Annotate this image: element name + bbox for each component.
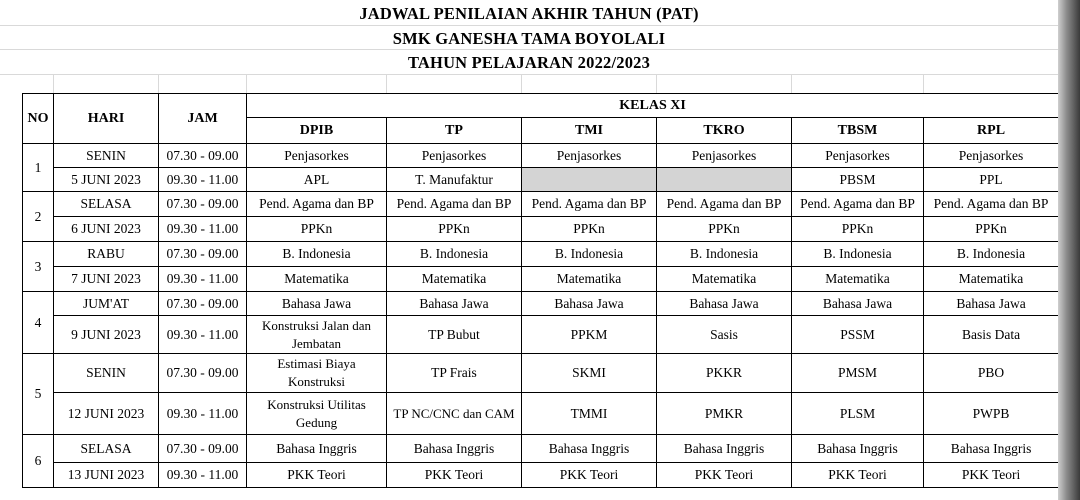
- col-header-no: NO: [23, 94, 54, 144]
- table-row: [23, 354, 1059, 393]
- day-date: 5 JUNI 2023: [54, 168, 159, 192]
- sheet-gridline: [656, 75, 657, 93]
- subject-cell: Bahasa Jawa: [387, 292, 522, 316]
- row-number: 3: [23, 242, 54, 292]
- subject-cell: B. Indonesia: [924, 242, 1059, 267]
- col-header-class: TKRO: [657, 118, 792, 144]
- time-slot: 09.30 - 11.00: [159, 168, 247, 192]
- table-row: [23, 192, 1059, 217]
- subject-cell: Penjasorkes: [387, 144, 522, 168]
- subject-cell: PPKn: [792, 217, 924, 242]
- empty-subject-cell: [522, 168, 657, 192]
- sheet-gridline: [386, 75, 387, 93]
- col-header-class: TBSM: [792, 118, 924, 144]
- subject-cell: Penjasorkes: [522, 144, 657, 168]
- subject-cell: Matematika: [387, 267, 522, 292]
- table-row: [23, 242, 1059, 267]
- subject-cell: Bahasa Jawa: [657, 292, 792, 316]
- subject-cell: PBO: [924, 354, 1059, 393]
- title-line-2: SMK GANESHA TAMA BOYOLALI: [392, 29, 666, 48]
- time-slot: 09.30 - 11.00: [159, 393, 247, 435]
- subject-cell: PKK Teori: [792, 463, 924, 488]
- subject-cell: PBSM: [792, 168, 924, 192]
- sheet-gridline: [246, 75, 247, 93]
- subject-cell: TMMI: [522, 393, 657, 435]
- subject-cell: Sasis: [657, 316, 792, 354]
- day-name: RABU: [54, 242, 159, 267]
- subject-cell: Penjasorkes: [247, 144, 387, 168]
- subject-cell: PMKR: [657, 393, 792, 435]
- subject-cell: PPL: [924, 168, 1059, 192]
- time-slot: 07.30 - 09.00: [159, 435, 247, 463]
- subject-cell: Bahasa Inggris: [522, 435, 657, 463]
- sheet-gridline: [0, 49, 1058, 50]
- subject-cell: PPKn: [387, 217, 522, 242]
- time-slot: 07.30 - 09.00: [159, 354, 247, 393]
- subject-cell: TP Bubut: [387, 316, 522, 354]
- title-line-1: JADWAL PENILAIAN AKHIR TAHUN (PAT): [359, 4, 699, 23]
- table-row: [23, 267, 1059, 292]
- table-row: [23, 144, 1059, 168]
- subject-cell: Matematika: [657, 267, 792, 292]
- subject-cell: T. Manufaktur: [387, 168, 522, 192]
- subject-cell: PKK Teori: [657, 463, 792, 488]
- subject-cell: Pend. Agama dan BP: [522, 192, 657, 217]
- sheet-gridline: [923, 75, 924, 93]
- day-date: 12 JUNI 2023: [54, 393, 159, 435]
- day-date: 9 JUNI 2023: [54, 316, 159, 354]
- sheet-gridline: [791, 75, 792, 93]
- subject-cell: APL: [247, 168, 387, 192]
- col-header-hari: HARI: [54, 94, 159, 144]
- subject-cell: Estimasi Biaya Konstruksi: [247, 354, 387, 393]
- subject-cell: PWPB: [924, 393, 1059, 435]
- subject-cell: Bahasa Jawa: [924, 292, 1059, 316]
- table-row: [23, 217, 1059, 242]
- table-row: [23, 393, 1059, 435]
- subject-cell: B. Indonesia: [657, 242, 792, 267]
- subject-cell: Basis Data: [924, 316, 1059, 354]
- table-row: [23, 463, 1059, 488]
- subject-cell: TP NC/CNC dan CAM: [387, 393, 522, 435]
- subject-cell: Konstruksi Utilitas Gedung: [247, 393, 387, 435]
- time-slot: 07.30 - 09.00: [159, 192, 247, 217]
- table-row: [23, 316, 1059, 354]
- sheet-gridline: [521, 75, 522, 93]
- subject-cell: Bahasa Jawa: [247, 292, 387, 316]
- subject-cell: B. Indonesia: [247, 242, 387, 267]
- row-number: 6: [23, 435, 54, 488]
- subject-cell: Bahasa Inggris: [657, 435, 792, 463]
- subject-cell: Bahasa Inggris: [387, 435, 522, 463]
- subject-cell: PKK Teori: [924, 463, 1059, 488]
- page-shadow-edge: [1058, 0, 1080, 500]
- subject-cell: Pend. Agama dan BP: [924, 192, 1059, 217]
- subject-cell: PPKn: [924, 217, 1059, 242]
- subject-cell: SKMI: [522, 354, 657, 393]
- subject-cell: PLSM: [792, 393, 924, 435]
- subject-cell: TP Frais: [387, 354, 522, 393]
- subject-cell: Pend. Agama dan BP: [792, 192, 924, 217]
- subject-cell: PKKR: [657, 354, 792, 393]
- sheet-gridline: [0, 25, 1058, 26]
- subject-cell: Pend. Agama dan BP: [387, 192, 522, 217]
- row-number: 5: [23, 354, 54, 435]
- day-name: SENIN: [54, 144, 159, 168]
- subject-cell: PSSM: [792, 316, 924, 354]
- subject-cell: PMSM: [792, 354, 924, 393]
- subject-cell: PPKn: [657, 217, 792, 242]
- table-row: [23, 292, 1059, 316]
- time-slot: 09.30 - 11.00: [159, 267, 247, 292]
- row-number: 1: [23, 144, 54, 192]
- subject-cell: Pend. Agama dan BP: [657, 192, 792, 217]
- day-name: SENIN: [54, 354, 159, 393]
- subject-cell: Konstruksi Jalan dan Jembatan: [247, 316, 387, 354]
- col-header-jam: JAM: [159, 94, 247, 144]
- day-date: 6 JUNI 2023: [54, 217, 159, 242]
- subject-cell: Matematika: [792, 267, 924, 292]
- day-date: 13 JUNI 2023: [54, 463, 159, 488]
- schedule-table: [22, 93, 1059, 488]
- subject-cell: PPKn: [247, 217, 387, 242]
- empty-subject-cell: [657, 168, 792, 192]
- subject-cell: Matematika: [522, 267, 657, 292]
- time-slot: 07.30 - 09.00: [159, 242, 247, 267]
- row-number: 2: [23, 192, 54, 242]
- subject-cell: PKK Teori: [247, 463, 387, 488]
- subject-cell: Bahasa Inggris: [247, 435, 387, 463]
- sheet-gridline: [158, 75, 159, 93]
- subject-cell: B. Indonesia: [387, 242, 522, 267]
- subject-cell: B. Indonesia: [522, 242, 657, 267]
- subject-cell: Penjasorkes: [657, 144, 792, 168]
- subject-cell: Matematika: [924, 267, 1059, 292]
- col-header-class: RPL: [924, 118, 1059, 144]
- subject-cell: PPKM: [522, 316, 657, 354]
- subject-cell: PKK Teori: [522, 463, 657, 488]
- subject-cell: Bahasa Inggris: [792, 435, 924, 463]
- subject-cell: Matematika: [247, 267, 387, 292]
- col-header-class: TP: [387, 118, 522, 144]
- col-header-class: DPIB: [247, 118, 387, 144]
- time-slot: 07.30 - 09.00: [159, 292, 247, 316]
- sheet-gridline: [53, 75, 54, 93]
- day-name: SELASA: [54, 192, 159, 217]
- title-line-3: TAHUN PELAJARAN 2022/2023: [407, 53, 651, 72]
- subject-cell: Penjasorkes: [924, 144, 1059, 168]
- col-header-class: TMI: [522, 118, 657, 144]
- table-row: [23, 168, 1059, 192]
- subject-cell: Bahasa Jawa: [522, 292, 657, 316]
- time-slot: 09.30 - 11.00: [159, 217, 247, 242]
- day-date: 7 JUNI 2023: [54, 267, 159, 292]
- day-name: JUM'AT: [54, 292, 159, 316]
- subject-cell: Pend. Agama dan BP: [247, 192, 387, 217]
- row-number: 4: [23, 292, 54, 354]
- subject-cell: Bahasa Jawa: [792, 292, 924, 316]
- time-slot: 07.30 - 09.00: [159, 144, 247, 168]
- time-slot: 09.30 - 11.00: [159, 316, 247, 354]
- subject-cell: PPKn: [522, 217, 657, 242]
- table-row: [23, 435, 1059, 463]
- subject-cell: Bahasa Inggris: [924, 435, 1059, 463]
- day-name: SELASA: [54, 435, 159, 463]
- col-header-kelas: KELAS XI: [247, 94, 1059, 118]
- subject-cell: PKK Teori: [387, 463, 522, 488]
- subject-cell: Penjasorkes: [792, 144, 924, 168]
- subject-cell: B. Indonesia: [792, 242, 924, 267]
- time-slot: 09.30 - 11.00: [159, 463, 247, 488]
